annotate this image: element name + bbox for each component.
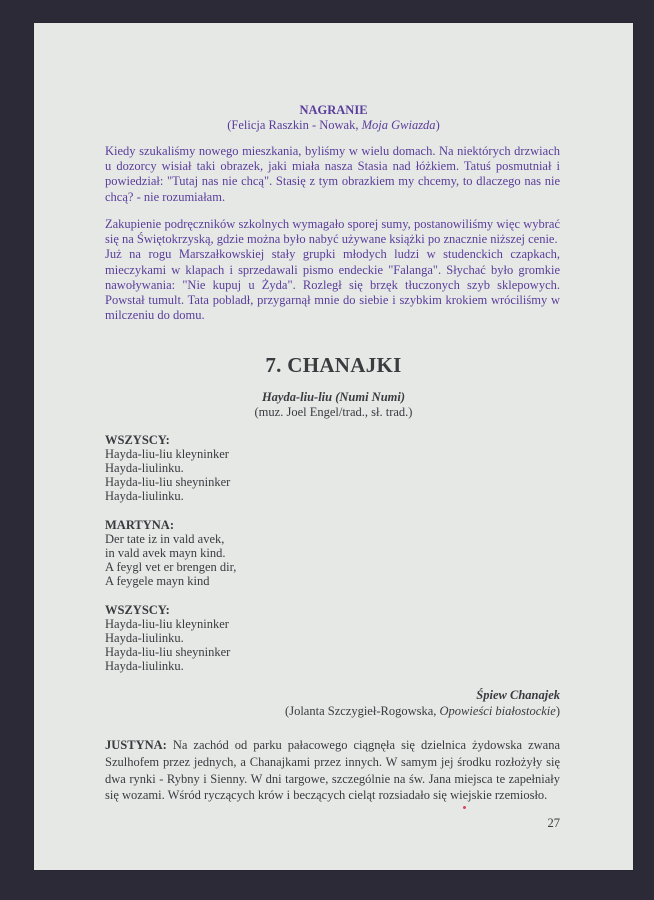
verse-block xyxy=(105,518,236,588)
verse-line: Hayda-liu-liu sheyninker xyxy=(105,645,231,659)
recording-paragraph-2 xyxy=(105,217,560,323)
recording-source xyxy=(34,118,633,133)
recording-source-work: Moja Gwiazda xyxy=(361,118,436,132)
paragraph-text: Już na rogu Marszałkowskiej stały grupki młodych ludzi w studenckich czapkach, mieczykami w klapach i sprzedawali pismo endeckie "Falanga". Słychać było gromkie nawoływania: "Nie kupuj u Żyda". Rozległ się brzęk tłuczonych szyb sklepowych. Powstał tumult. Tata pobladł, przygarnął mnie do siebie i szybkim krokiem wróciliśmy w milczeniu do domu. xyxy=(105,247,560,323)
verse-line: Hayda-liu-liu kleyninker xyxy=(105,447,229,461)
verse-line: Hayda-liulinku. xyxy=(105,631,184,645)
justyna-paragraph xyxy=(105,737,560,804)
verse-block xyxy=(105,603,230,673)
paragraph-text: Zakupienie podręczników szkolnych wymagało sporej sumy, postanowiliśmy więc wybrać się na Świętokrzyską, gdzie można było nabyć używane książki po znacznie niższej cenie. xyxy=(105,217,560,247)
verse-line: in vald avek mayn kind. xyxy=(105,546,226,560)
verse-line: Hayda-liu-liu sheyninker xyxy=(105,475,231,489)
paragraph-speaker: JUSTYNA: xyxy=(105,738,167,752)
section-source xyxy=(285,704,560,719)
verse-line: Der tate iz in vald avek, xyxy=(105,532,225,546)
recording-source-author: (Felicja Raszkin - Nowak, xyxy=(227,118,362,132)
verse-line: Hayda-liulinku. xyxy=(105,489,184,503)
document-page xyxy=(34,23,633,870)
section-source-work: Opowieści białostockie xyxy=(439,704,556,718)
paragraph-text: Kiedy szukaliśmy nowego mieszkania, byliśmy w wielu domach. Na niektórych drzwiach u dozorcy wisiał taki obrazek, jaki miała nasza Stasia nad łóżkiem. Tatuś posmutniał i powiedział: "Tutaj nas nie chcą". Stasię z tym obrazkiem my chcemy, to dlaczego nas nie chcą? - nie rozumiałam. xyxy=(105,144,560,204)
verse-line: Hayda-liu-liu kleyninker xyxy=(105,617,229,631)
section-source-close: ) xyxy=(555,704,560,718)
page-number: 27 xyxy=(547,816,560,830)
recording-paragraph-1 xyxy=(105,144,560,205)
section-title: Śpiew Chanajek xyxy=(476,688,560,702)
recording-source-close: ) xyxy=(435,118,440,132)
paragraph-body: Na zachód od parku pałacowego ciągnęła się dzielnica żydowska zwana Szulhofem przez jednych, a Chanajkami przez innych. W samym jej środku rozłożyły się dwa rynki - Rybny i Sienny. W dni targowe, szczególnie na św. Jana miejsca te zapełniały się wozami. Wśród ryczących krów i beczących cieląt rozsiadało się wiejskie rzemiosło. xyxy=(105,738,560,803)
paragraph-text xyxy=(105,737,560,804)
verse-speaker: WSZYSCY: xyxy=(105,603,170,617)
song-title: Hayda-liu-liu (Numi Numi) xyxy=(261,390,406,404)
song-credits: (muz. Joel Engel/trad., sł. trad.) xyxy=(254,405,413,419)
section-source-author: (Jolanta Szczygieł-Rogowska, xyxy=(285,704,440,718)
ink-mark xyxy=(463,806,466,809)
recording-heading: NAGRANIE xyxy=(299,103,368,117)
chapter-title: 7. CHANAJKI xyxy=(265,353,402,377)
verse-speaker: WSZYSCY: xyxy=(105,433,170,447)
verse-line: Hayda-liulinku. xyxy=(105,461,184,475)
verse-line: Hayda-liulinku. xyxy=(105,659,184,673)
verse-block xyxy=(105,433,230,503)
verse-speaker: MARTYNA: xyxy=(105,518,174,532)
verse-line: A feygele mayn kind xyxy=(105,574,210,588)
verse-line: A feygl vet er brengen dir, xyxy=(105,560,237,574)
